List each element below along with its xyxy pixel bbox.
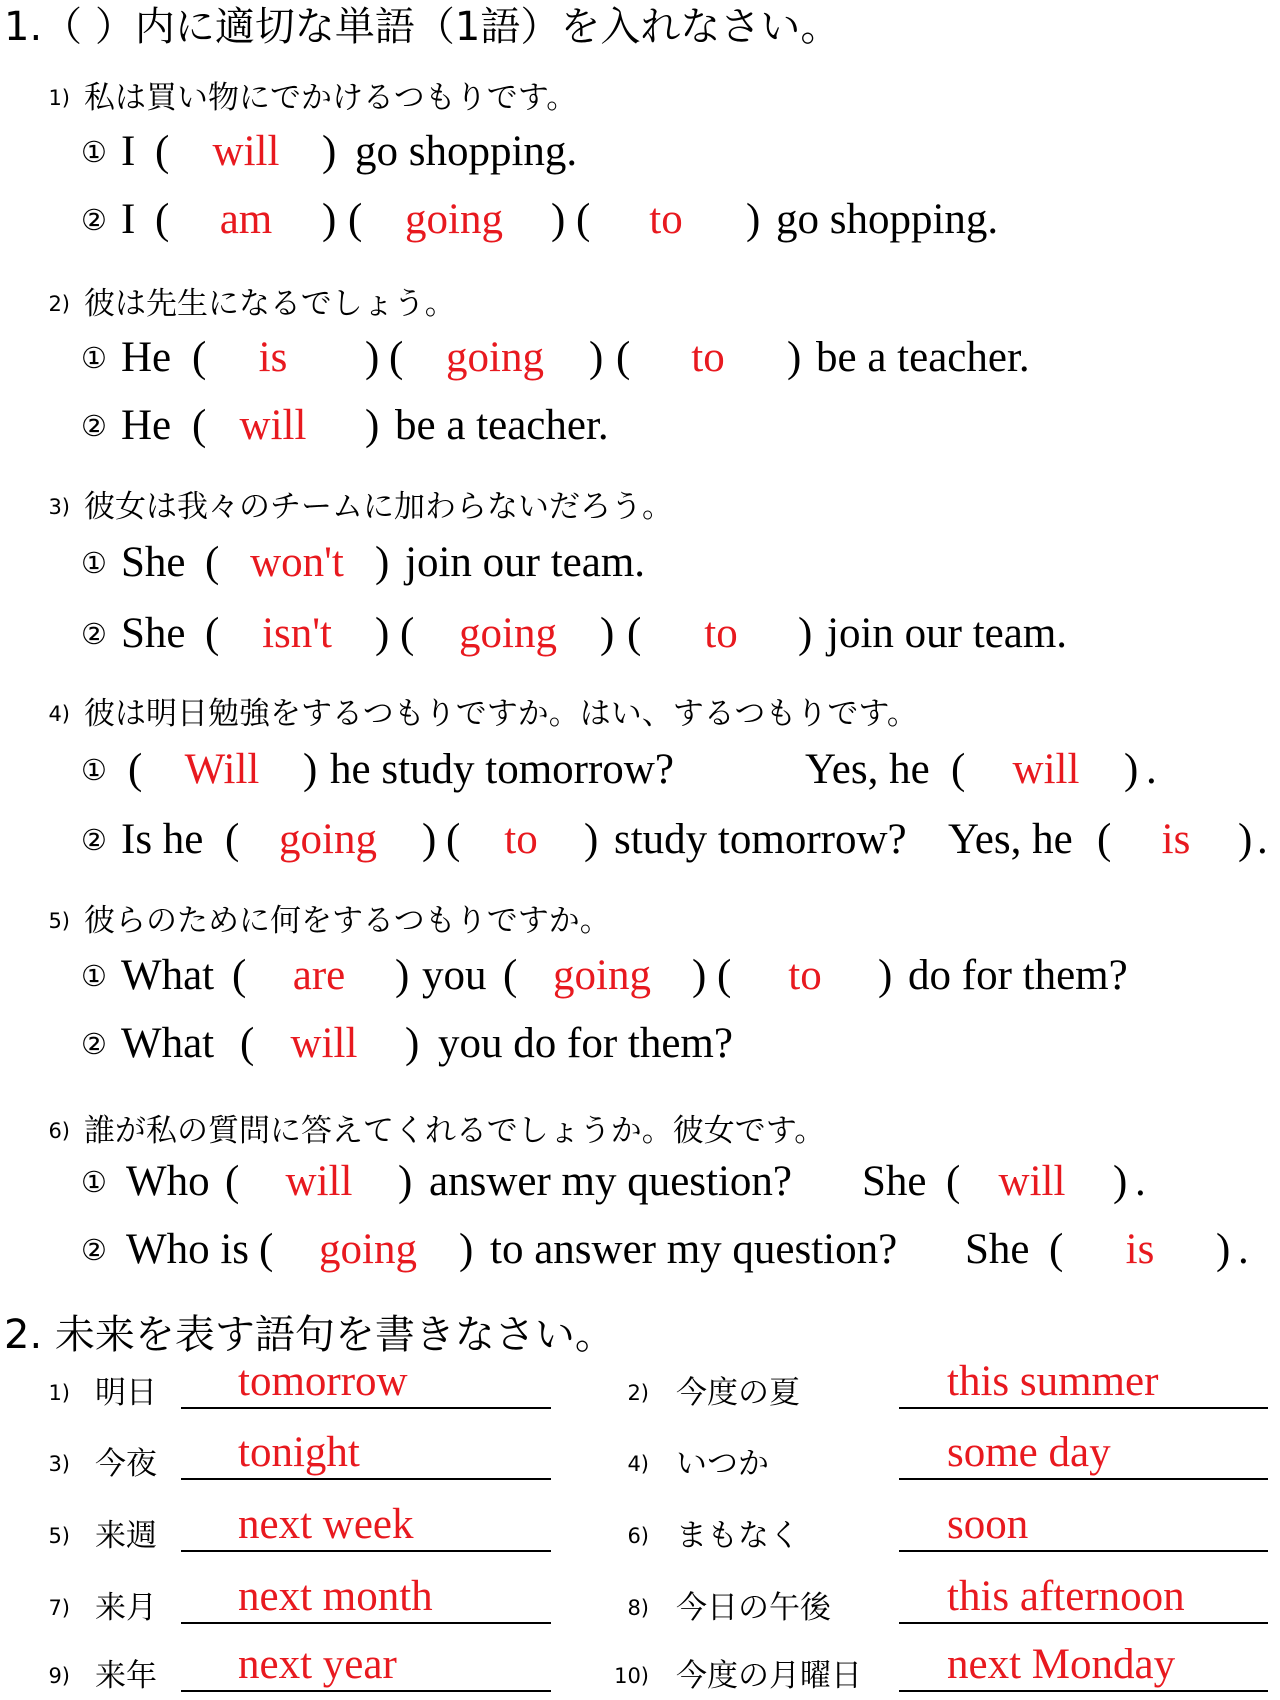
sentence-text: join our team. [827,610,1068,657]
question-6-sentence-1 [0,1156,1280,1208]
question-5-sentence-1 [0,950,1280,1002]
answer-word: won't [250,539,344,586]
japanese-sentence: 彼らのために何をするつもりですか。 [84,903,611,939]
sentence-text: I [121,128,136,175]
sentence-marker: ② [81,617,107,651]
answer-word: will [212,128,280,175]
paren-close: ) [798,610,813,657]
sentence-text: She [965,1226,1030,1273]
sentence-text: Who [126,1158,210,1205]
paren-open: ( [717,952,732,999]
sentence-text: He [121,334,172,381]
paren-close: ) [459,1226,474,1273]
sentence-marker: ① [81,959,107,993]
item-number: 1) [48,1381,70,1405]
item-number: 3) [48,1452,70,1476]
answer-word: to [788,952,822,999]
sentence-text: . [1135,1158,1146,1205]
paren-open: ( [1097,816,1112,863]
question-2-sentence-2 [0,400,1280,452]
sentence-text: Who is [126,1226,250,1273]
item-number: 9) [48,1664,70,1688]
sentence-marker: ① [81,753,107,787]
japanese-sentence: 彼は先生になるでしょう。 [84,286,456,322]
paren-open: ( [240,1020,255,1067]
question-3-sentence-2 [0,608,1280,660]
answer-word: will [239,402,307,449]
paren-close: ) [303,746,318,793]
sentence-text: She [121,539,186,586]
item-answer: this summer [947,1358,1159,1405]
paren-close: ) [787,334,802,381]
sentence-marker: ② [81,409,107,443]
question-2-prompt [0,284,1280,324]
paren-open: ( [576,196,591,243]
sentence-text: I [121,196,136,243]
sentence-text: go shopping. [776,196,999,243]
question-1-sentence-1 [0,126,1280,178]
section-1-heading: 1.（ ）内に適切な単語（1語）を入れなさい。 [4,4,841,50]
paren-close: ) [365,334,380,381]
item-japanese: まもなく [676,1518,800,1554]
sentence-text: go shopping. [355,128,578,175]
sentence-text: What [121,952,215,999]
answer-word: isn't [262,610,332,657]
item-japanese: 今夜 [95,1446,157,1482]
answer-word: going [279,816,377,863]
paren-close: ) [589,334,604,381]
paren-open: ( [192,402,207,449]
paren-open: ( [232,952,247,999]
paren-open: ( [155,128,170,175]
answer-word: is [258,334,288,381]
paren-open: ( [128,746,143,793]
answer-underline [181,1690,551,1692]
sentence-marker: ② [81,1233,107,1267]
sentence-text: Yes, he [948,816,1073,863]
answer-word: will [998,1158,1066,1205]
answer-underline [181,1622,551,1624]
question-1-sentence-2 [0,194,1280,246]
paren-close: ) [878,952,893,999]
paren-close: ) [322,128,337,175]
item-japanese: 今度の夏 [676,1375,800,1411]
item-answer: next Monday [947,1641,1176,1688]
sentence-marker: ① [81,135,107,169]
answer-underline [181,1407,551,1409]
question-6-prompt [0,1111,1280,1151]
paren-close: ) [322,196,337,243]
japanese-sentence: 誰が私の質問に答えてくれるでしょうか。彼女です。 [84,1113,826,1149]
question-1-prompt [0,78,1280,118]
answer-word: am [219,196,273,243]
question-3-sentence-1 [0,537,1280,589]
paren-close: ) [1238,816,1253,863]
paren-close: ) [365,402,380,449]
question-6-sentence-2 [0,1224,1280,1276]
question-number: 4) [48,702,70,726]
question-4-prompt [0,694,1280,734]
paren-open: ( [348,196,363,243]
item-answer: next month [238,1573,433,1620]
answer-underline [899,1690,1268,1692]
sentence-text: What [121,1020,215,1067]
answer-word: is [1125,1226,1155,1273]
sentence-text: She [862,1158,927,1205]
sentence-text: She [121,610,186,657]
item-number: 6) [627,1524,649,1548]
answer-word: is [1161,816,1191,863]
item-japanese: 来月 [95,1590,157,1626]
answer-word: will [290,1020,358,1067]
question-2-sentence-1 [0,332,1280,384]
paren-open: ( [446,816,461,863]
answer-word: to [504,816,538,863]
item-number: 8) [627,1596,649,1620]
question-number: 3) [48,495,70,519]
sentence-text: Is he [121,816,204,863]
vocab-row-3 [0,1490,1280,1554]
japanese-sentence: 彼女は我々のチームに加わらないだろう。 [84,489,673,525]
answer-underline [899,1622,1268,1624]
question-number: 5) [48,909,70,933]
item-answer: next year [238,1641,397,1688]
paren-open: ( [400,610,415,657]
item-answer: some day [947,1429,1111,1476]
item-answer: this afternoon [947,1573,1185,1620]
paren-close: ) [375,539,390,586]
question-3-prompt [0,487,1280,527]
answer-word: going [405,196,503,243]
vocab-row-4 [0,1562,1280,1626]
sentence-marker: ① [81,341,107,375]
item-number: 10) [614,1664,649,1688]
paren-open: ( [946,1158,961,1205]
item-answer: next week [238,1501,414,1548]
paren-close: ) [551,196,566,243]
sentence-marker: ① [81,546,107,580]
sentence-marker: ② [81,203,107,237]
sentence-text: study tomorrow? [614,816,907,863]
sentence-text: do for them? [908,952,1128,999]
paren-close: ) [395,952,410,999]
item-japanese: 来週 [95,1518,157,1554]
paren-open: ( [951,746,966,793]
paren-open: ( [205,610,220,657]
section-2-heading: 2. 未来を表す語句を書きなさい。 [4,1312,615,1358]
vocab-row-1 [0,1347,1280,1411]
paren-open: ( [627,610,642,657]
paren-close: ) [398,1158,413,1205]
sentence-marker: ① [81,1165,107,1199]
paren-open: ( [225,816,240,863]
item-japanese: 来年 [95,1658,157,1694]
item-japanese: 今度の月曜日 [676,1658,862,1694]
paren-open: ( [225,1158,240,1205]
question-number: 2) [48,292,70,316]
paren-close: ) [600,610,615,657]
sentence-marker: ② [81,823,107,857]
paren-close: ) [1113,1158,1128,1205]
item-japanese: いつか [676,1446,769,1482]
sentence-text: you do for them? [438,1020,733,1067]
paren-close: ) [422,816,437,863]
sentence-text: answer my question? [429,1158,793,1205]
item-answer: tonight [238,1429,360,1476]
question-number: 6) [48,1119,70,1143]
sentence-text: He [121,402,172,449]
answer-word: going [446,334,544,381]
answer-word: to [649,196,683,243]
item-number: 5) [48,1524,70,1548]
paren-close: ) [375,610,390,657]
sentence-text: . [1146,746,1157,793]
item-number: 7) [48,1596,70,1620]
question-number: 1) [48,86,70,110]
paren-open: ( [205,539,220,586]
paren-open: ( [259,1226,274,1273]
paren-close: ) [1216,1226,1231,1273]
item-japanese: 明日 [95,1375,157,1411]
answer-underline [181,1478,551,1480]
vocab-row-5 [0,1630,1280,1694]
sentence-text: Yes, he [805,746,930,793]
paren-close: ) [692,952,707,999]
sentence-text: . [1238,1226,1249,1273]
item-answer: tomorrow [238,1358,408,1405]
vocab-row-2 [0,1418,1280,1482]
sentence-text: he study tomorrow? [330,746,674,793]
sentence-text: you [422,952,487,999]
paren-close: ) [1124,746,1139,793]
answer-word: going [459,610,557,657]
question-4-sentence-2 [0,814,1280,866]
answer-word: to [691,334,725,381]
paren-open: ( [192,334,207,381]
paren-close: ) [584,816,599,863]
answer-underline [899,1550,1268,1552]
answer-underline [899,1478,1268,1480]
answer-word: to [704,610,738,657]
sentence-text: join our team. [405,539,646,586]
sentence-text: be a teacher. [816,334,1030,381]
question-5-prompt [0,901,1280,941]
answer-word: going [553,952,651,999]
sentence-text: . [1257,816,1268,863]
sentence-marker: ② [81,1027,107,1061]
answer-word: will [285,1158,353,1205]
answer-underline [181,1550,551,1552]
paren-open: ( [155,196,170,243]
sentence-text: to answer my question? [490,1226,898,1273]
answer-word: Will [184,746,260,793]
item-number: 2) [627,1381,649,1405]
question-5-sentence-2 [0,1018,1280,1070]
paren-open: ( [389,334,404,381]
sentence-text: be a teacher. [395,402,609,449]
item-japanese: 今日の午後 [676,1590,831,1626]
question-4-sentence-1 [0,744,1280,796]
paren-open: ( [616,334,631,381]
answer-underline [899,1407,1268,1409]
japanese-sentence: 私は買い物にでかけるつもりです。 [84,80,578,116]
answer-word: going [319,1226,417,1273]
japanese-sentence: 彼は明日勉強をするつもりですか。はい、するつもりです。 [84,696,918,732]
answer-word: are [292,952,346,999]
paren-close: ) [746,196,761,243]
paren-close: ) [405,1020,420,1067]
paren-open: ( [1049,1226,1064,1273]
paren-open: ( [503,952,518,999]
item-number: 4) [627,1452,649,1476]
item-answer: soon [947,1501,1029,1548]
answer-word: will [1012,746,1080,793]
